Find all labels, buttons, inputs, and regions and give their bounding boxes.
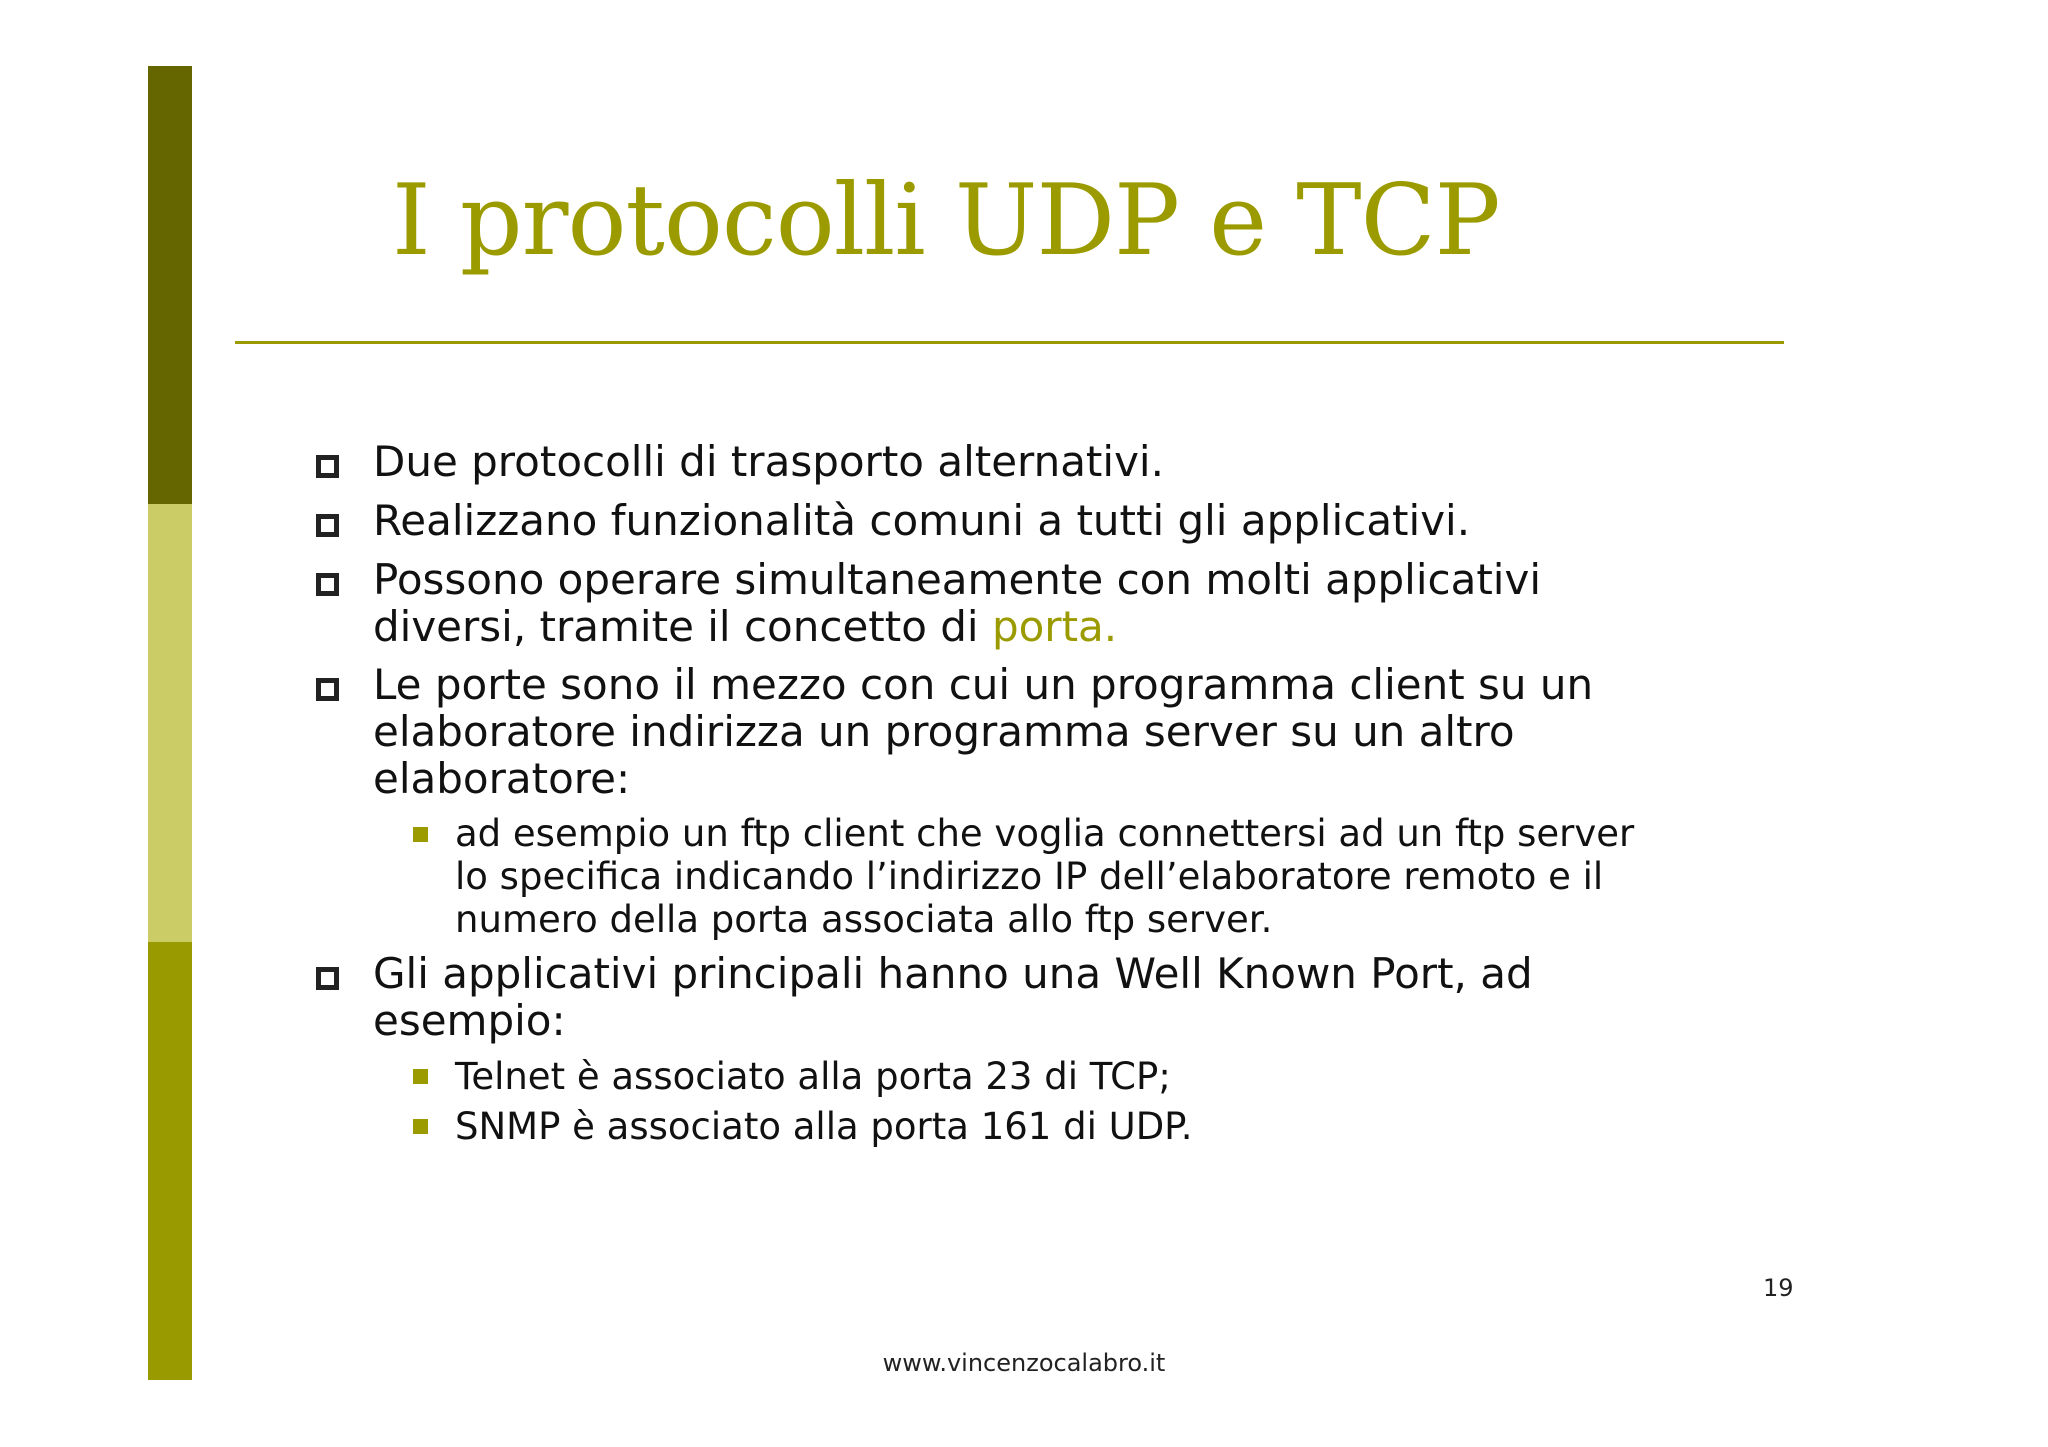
hollow-square-bullet-icon bbox=[316, 678, 339, 701]
bullet-item: Due protocolli di trasporto alternativi. bbox=[373, 437, 1164, 486]
hollow-square-bullet-icon bbox=[316, 455, 339, 478]
footer-url: www.vincenzocalabro.it bbox=[882, 1349, 1166, 1377]
bullet-text: Possono operare simultaneamente con molti applicativi diversi, tramite il concetto di bbox=[373, 555, 1541, 651]
sub-bullet-item: SNMP è associato alla porta 161 di UDP. bbox=[455, 1105, 1193, 1148]
sub-bullet-item: ad esempio un ftp client che voglia connettersi ad un ftp server lo specifica indicando l’indirizzo IP dell’elaboratore remoto e il numero della porta associata allo ftp server. bbox=[455, 812, 1635, 941]
hollow-square-bullet-icon bbox=[316, 573, 339, 596]
hollow-square-bullet-icon bbox=[316, 967, 339, 990]
bullet-item: Realizzano funzionalità comuni a tutti gli applicativi. bbox=[373, 496, 1471, 545]
bullet-item: Le porte sono il mezzo con cui un programma client su un elaboratore indirizza un programma server su un altro elaboratore: bbox=[373, 660, 1594, 803]
side-bar-light-segment bbox=[148, 504, 192, 942]
filled-square-bullet-icon bbox=[413, 1119, 428, 1134]
title-divider bbox=[235, 341, 1784, 344]
sub-bullet-item: Telnet è associato alla porta 23 di TCP; bbox=[455, 1055, 1171, 1098]
side-bar-olive-segment bbox=[148, 942, 192, 1380]
highlighted-term: porta. bbox=[991, 602, 1118, 651]
bullet-item: Gli applicativi principali hanno una Well Known Port, ad esempio: bbox=[373, 949, 1533, 1045]
page-number: 19 bbox=[1763, 1274, 1794, 1302]
side-bar-dark-segment bbox=[148, 66, 192, 504]
slide-title: I protocolli UDP e TCP bbox=[392, 164, 1500, 278]
filled-square-bullet-icon bbox=[413, 1069, 428, 1084]
filled-square-bullet-icon bbox=[413, 827, 428, 842]
bullet-item bbox=[373, 556, 1541, 650]
hollow-square-bullet-icon bbox=[316, 514, 339, 537]
